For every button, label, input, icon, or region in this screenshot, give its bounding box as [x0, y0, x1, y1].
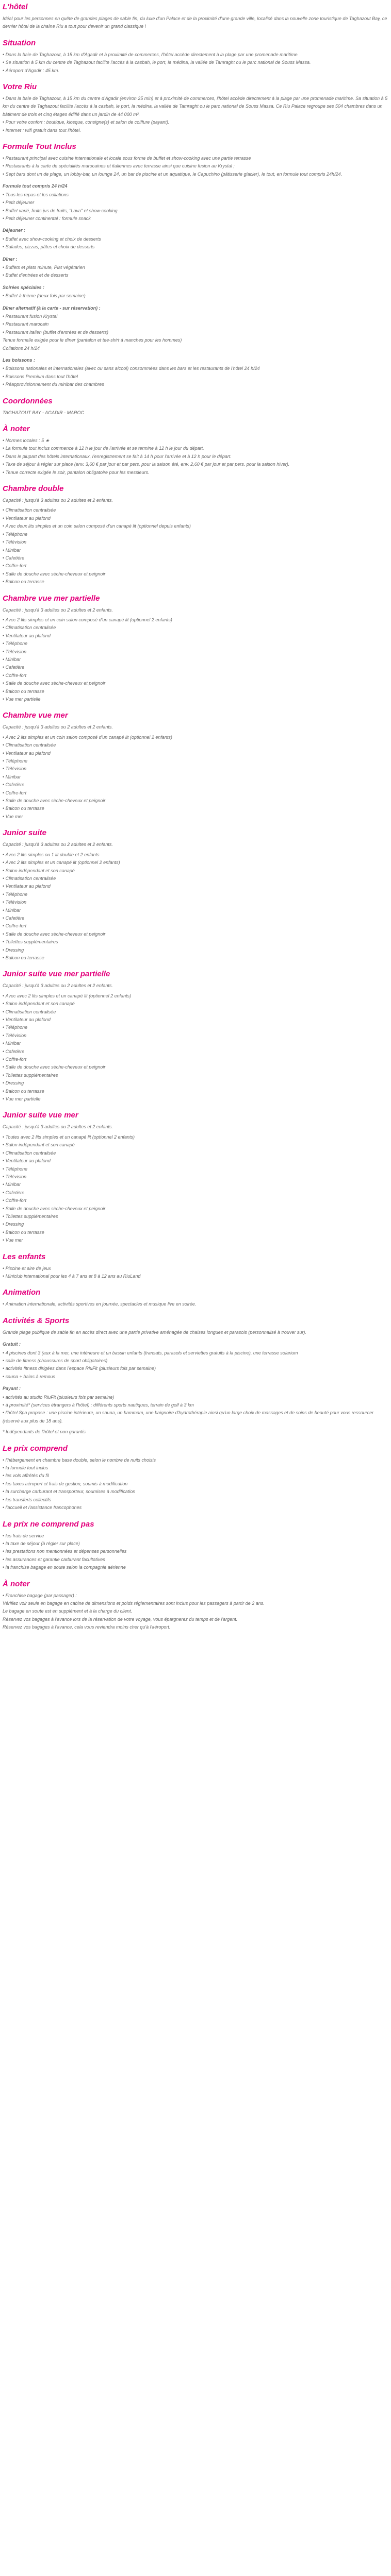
list-item: • Téléphone	[3, 640, 388, 648]
list-item: • Toilettes supplémentaires	[3, 1213, 388, 1221]
list-item: • Salle de douche avec sèche-cheveux et peignoir	[3, 1063, 388, 1071]
list-item: • Vue mer	[3, 813, 388, 821]
formule-group-label: Soirées spéciales :	[3, 284, 45, 290]
formule-group-list	[3, 292, 388, 300]
list-item: • Buffet à thème (deux fois par semaine)	[3, 292, 388, 300]
list-item: • Télévision	[3, 1173, 388, 1181]
list-item: • Buffet varié, fruits jus de fruits, "Lava" et show-cooking	[3, 207, 388, 215]
list-item: • Piscine et aire de jeux	[3, 1265, 388, 1273]
list-item: • les vols affrétés du fil	[3, 1472, 388, 1480]
list-item: • à proximité* (services étrangers à l'hôtel) : différents sports nautiques, terrain de golf à 3 km	[3, 1401, 388, 1409]
room-title: Junior suite vue mer partielle	[3, 970, 110, 979]
list-item: • Salon indépendant et son canapé	[3, 867, 388, 875]
list-item: • la formule tout inclus	[3, 1464, 388, 1472]
section-prix-ne-comprend	[3, 1519, 388, 1572]
section-room	[3, 1110, 388, 1244]
list-item: • Balcon ou terrasse	[3, 1088, 388, 1095]
list-item: • Buffet avec show-cooking et choix de desserts	[3, 235, 388, 243]
list-item: • Balcon ou terrasse	[3, 688, 388, 696]
list-item: • Minibar	[3, 1040, 388, 1047]
formule-group-list	[3, 313, 388, 336]
formule-group-list	[3, 264, 388, 280]
list-item: • Restaurants à la carte de spécialités marocaines et italiennes avec terrasse ainsi que cuisine fusion au Krystal ;	[3, 162, 388, 170]
a-noter-2-line: Le bagage en soute est en supplément et à la charge du client.	[3, 1608, 133, 1614]
section-room	[3, 828, 388, 962]
list-item: • Toutes avec 2 lits simples et un canapé lit (optionnel 2 enfants)	[3, 1133, 388, 1141]
room-capacity: Capacité : jusqu'à 3 adultes ou 2 adultes et 2 enfants.	[3, 842, 113, 848]
list-item: • Minibar	[3, 1181, 388, 1189]
room-amenities-list	[3, 616, 388, 703]
list-item: • Climatisation centralisée	[3, 624, 388, 632]
formule-group-list	[3, 235, 388, 251]
list-item: • Buffets et plats minute, Plat végétarien	[3, 264, 388, 272]
room-amenities-list	[3, 506, 388, 586]
a-noter-2-line: Réservez vos bagages à l'avance lors de la réservation de votre voyage, vous épargnerez du temps et de l'argent.	[3, 1616, 238, 1622]
list-item: • les prestations non mentionnées et dépenses personnelles	[3, 1548, 388, 1555]
formule-group-label: Les boissons :	[3, 358, 36, 363]
list-item: • Salades, pizzas, pâtes et choix de desserts	[3, 243, 388, 251]
situation-list	[3, 51, 388, 75]
enfants-list	[3, 1265, 388, 1281]
list-item: • Salon indépendant et son canapé	[3, 1000, 388, 1008]
list-item: • Coffre-fort	[3, 1197, 388, 1205]
list-item: • La formule tout inclus commence à 12 h le jour de l'arrivée et se termine à 12 h le jour du départ.	[3, 445, 388, 452]
section-a-noter-2	[3, 1579, 388, 1632]
list-item: • Balcon ou terrasse	[3, 578, 388, 586]
list-item: • Normes locales : 5 ★	[3, 437, 388, 445]
activites-intro: Grande plage publique de sable fin en accès direct avec une partie privative aménagée de chaises longues et parasols (personnalisé à trouver sur).	[3, 1329, 306, 1335]
list-item: • Climatisation centralisée	[3, 875, 388, 883]
list-item: • Dressing	[3, 946, 388, 954]
list-item: • Avec 2 lits simples et un coin salon composé d'un canapé lit (optionnel 2 enfants)	[3, 616, 388, 624]
room-title: Chambre vue mer	[3, 711, 68, 720]
room-amenities-list	[3, 1133, 388, 1245]
list-item: • les transferts collectifs	[3, 1496, 388, 1504]
list-item: • Vue mer	[3, 1236, 388, 1244]
formule-group-list	[3, 365, 388, 388]
section-room	[3, 710, 388, 821]
section-title-votre-riu: Votre Riu	[3, 82, 37, 92]
list-item: • Buffet d'entrées et de desserts	[3, 272, 388, 279]
list-item: • Ventilateur au plafond	[3, 632, 388, 640]
list-item: • Petit déjeuner	[3, 199, 388, 207]
list-item: • Cafetière	[3, 664, 388, 671]
list-item: • Minibar	[3, 656, 388, 664]
list-item: • Tenue correcte exigée le soir, pantalon obligatoire pour les messieurs.	[3, 469, 388, 477]
list-item: • Salle de douche avec sèche-cheveux et peignoir	[3, 680, 388, 687]
list-item: • Ventilateur au plafond	[3, 1157, 388, 1165]
activites-footnote: * Indépendants de l'hôtel et non garantis	[3, 1429, 86, 1435]
list-item: • Aéroport d'Agadir : 45 km.	[3, 67, 388, 75]
list-item: • Salon indépendant et son canapé	[3, 1141, 388, 1149]
room-amenities-list	[3, 851, 388, 962]
list-item: • Internet : wifi gratuit dans tout l'hôtel.	[3, 127, 388, 134]
animation-list	[3, 1300, 388, 1308]
formule-group-list	[3, 191, 388, 223]
section-title-enfants: Les enfants	[3, 1252, 46, 1261]
formule-note: Tenue formelle exigée pour le dîner (pantalon et tee-shirt à manches pour les hommes)	[3, 337, 182, 343]
list-item: • Cafetière	[3, 914, 388, 922]
list-item: • Salle de douche avec sèche-cheveux et peignoir	[3, 1205, 388, 1213]
list-item: • la surcharge carburant et transporteur, soumises à modification	[3, 1488, 388, 1496]
section-title-coordonnees: Coordonnées	[3, 396, 53, 405]
section-hotel	[3, 2, 388, 31]
list-item: • Balcon ou terrasse	[3, 1229, 388, 1236]
list-item: • Avec 2 lits simples et un canapé lit (optionnel 2 enfants)	[3, 859, 388, 867]
list-item: • Dressing	[3, 1221, 388, 1228]
list-item: • Coffre-fort	[3, 922, 388, 930]
list-item: • Restaurant marocain	[3, 320, 388, 328]
list-item: • Salle de douche avec sèche-cheveux et peignoir	[3, 570, 388, 578]
room-capacity: Capacité : jusqu'à 3 adultes ou 2 adultes et 2 enfants.	[3, 607, 113, 613]
section-enfants	[3, 1252, 388, 1281]
section-room	[3, 484, 388, 586]
section-activites	[3, 1316, 388, 1436]
list-item: • Balcon ou terrasse	[3, 954, 388, 962]
list-item: • Restaurant principal avec cuisine internationale et locale sous forme de buffet et show-cooking avec une partie terrasse	[3, 155, 388, 162]
formule-group-label: Dîner alternatif (à la carte - sur réservation) :	[3, 305, 101, 311]
list-item: • Ventilateur au plafond	[3, 1016, 388, 1024]
list-item: • Avec avec 2 lits simples et un canapé lit (optionnel 2 enfants)	[3, 992, 388, 1000]
list-item: • Se situation à 5 km du centre de Taghazout facilite l'accès à la casbah, le port, la médina, la vallée de Tamraght ou le parc national de Souss Massa.	[3, 59, 388, 66]
list-item: • Climatisation centralisée	[3, 506, 388, 514]
list-item: • Dans la baie de Taghazout, à 15 km d'Agadir et à proximité de commerces, l'hôtel accède directement à la plage par une promenade maritime.	[3, 51, 388, 59]
section-room	[3, 969, 388, 1103]
a-noter-list	[3, 437, 388, 477]
list-item: • activités au studio RiuFit (plusieurs fois par semaine)	[3, 1394, 388, 1401]
room-capacity: Capacité : jusqu'à 3 adultes ou 2 adultes et 2 enfants.	[3, 724, 113, 730]
section-formule	[3, 142, 388, 389]
list-item: • Boissons nationales et internationales (avec ou sans alcool) consommées dans les bars et les restaurants de l'hôtel 24 h/24	[3, 365, 388, 372]
room-title: Junior suite	[3, 828, 47, 838]
list-item: • Minibar	[3, 773, 388, 781]
room-capacity: Capacité : jusqu'à 3 adultes ou 2 adultes et 2 enfants.	[3, 498, 113, 503]
list-item: • Réapprovisionnement du minibar des chambres	[3, 381, 388, 388]
formule-note: Collations 24 h/24	[3, 345, 40, 351]
list-item: • Avec deux lits simples et un coin salon composé d'un canapé lit (optionnel depuis enfants)	[3, 522, 388, 530]
list-item: • Restaurant italien (buffet d'entrées et de desserts)	[3, 329, 388, 336]
list-item: • Dans le plupart des hôtels internationaux, l'enregistrement se fait à 14 h pour l'arrivée et à 12 h pour le départ.	[3, 453, 388, 461]
formule-intro-list	[3, 155, 388, 178]
a-noter-2-line: Réservez vos bagages à l'avance, cela vous reviendra moins cher qu'à l'aéroport.	[3, 1624, 171, 1630]
list-item: • 4 piscines dont 3 (aux à la mer, une intérieure et un bassin enfants (transats, parasols et serviettes gratuits à la piscine), une terrasse solarium	[3, 1349, 388, 1357]
list-item: • Franchise bagage (par passager) :	[3, 1592, 388, 1600]
list-item: • Vue mer partielle	[3, 696, 388, 703]
list-item: • Minibar	[3, 547, 388, 554]
list-item: • Miniclub international pour les 4 à 7 ans et 8 à 12 ans au RiuLand	[3, 1273, 388, 1280]
list-item: • Cafetière	[3, 781, 388, 789]
hotel-address: TAGHAZOUT BAY - AGADIR - MAROC	[3, 410, 85, 415]
list-item: • activités fitness dirigées dans l'espace RiuFit (plusieurs fois par semaine)	[3, 1365, 388, 1372]
rooms-container	[3, 484, 388, 1245]
section-title-a-noter: À noter	[3, 425, 30, 434]
list-item: • Climatisation centralisée	[3, 741, 388, 749]
section-title-activites: Activités & Sports	[3, 1316, 70, 1325]
list-item: • Animation internationale, activités sportives en journée, spectacles et musique live en soirée.	[3, 1300, 388, 1308]
list-item: • la franchise bagage en soute selon la compagnie aérienne	[3, 1564, 388, 1571]
room-title: Chambre vue mer partielle	[3, 594, 100, 603]
list-item: • salle de fitness (chaussures de sport obligatoires)	[3, 1357, 388, 1365]
list-item: • Coffre-fort	[3, 789, 388, 797]
list-item: • la taxe de séjour (à régler sur place)	[3, 1540, 388, 1548]
list-item: • Cafetière	[3, 1189, 388, 1197]
list-item: • Dans la baie de Taghazout, à 15 km du centre d'Agadir (environ 25 min) et à proximité de commerces, l'hôtel accède directement à la plage par une promenade maritime. Sa situation à 5 km du centre de Taghazout facilite l'accès à la casbah, le port, la médina, la vallée de Tamraght ou le parc national de Souss Massa. Ce Riu Palace regroupe ses 504 chambres dans un bâtiment de trois et cinq étages édifié dans un jardin de 44 000 m².	[3, 95, 388, 118]
list-item: • Taxe de séjour à régler sur place (env. 3,60 € par jour et par pers. pour la saison été, env. 2,60 € par jour et par pers. pour la saison hiver).	[3, 461, 388, 468]
list-item: • les taxes aéroport et frais de gestion, soumis à modification	[3, 1480, 388, 1488]
activites-paid-list	[3, 1394, 388, 1426]
section-title-situation: Situation	[3, 38, 36, 47]
activites-free-label: Gratuit :	[3, 1342, 21, 1347]
formule-group-label: Formule tout compris 24 h/24	[3, 183, 68, 189]
list-item: • Tous les repas et les collations	[3, 191, 388, 199]
room-title: Chambre double	[3, 484, 64, 494]
formule-group-label: Dîner :	[3, 256, 18, 262]
activites-paid-label: Payant :	[3, 1386, 21, 1392]
list-item: • Télévision	[3, 899, 388, 906]
list-item: • les frais de service	[3, 1532, 388, 1540]
section-room	[3, 594, 388, 704]
votre-riu-list	[3, 95, 388, 134]
list-item: • Pour votre confort : boutique, kiosque, consigne(s) et salon de coiffure (payant).	[3, 118, 388, 126]
list-item: • Cafetière	[3, 554, 388, 562]
list-item: • Boissons Premium dans tout l'hôtel	[3, 373, 388, 381]
list-item: • Coffre-fort	[3, 672, 388, 680]
section-votre-riu	[3, 82, 388, 134]
list-item: • Ventilateur au plafond	[3, 750, 388, 757]
list-item: • Salle de douche avec sèche-cheveux et peignoir	[3, 930, 388, 938]
list-item: • Toilettes supplémentaires	[3, 1072, 388, 1079]
list-item: • Vue mer partielle	[3, 1095, 388, 1103]
hotel-intro: Idéal pour les personnes en quête de grandes plages de sable fin, du luxe d'un Palace et de la proximité d'une grande ville, localisé dans la nouvelle zone touristique de Taghazout Bay, ce dernier hôtel de la chaîne Riu a tout pour devenir un grand classique !	[3, 16, 387, 29]
section-coordonnees	[3, 396, 388, 417]
room-amenities-list	[3, 734, 388, 821]
list-item: • Téléphone	[3, 1165, 388, 1173]
room-amenities-list	[3, 992, 388, 1104]
section-title-a-noter-2: À noter	[3, 1579, 30, 1588]
list-item: • Téléphone	[3, 891, 388, 899]
list-item: • Téléphone	[3, 531, 388, 538]
list-item: • Petit déjeuner continental : formule snack	[3, 215, 388, 223]
list-item: • Cafetière	[3, 1048, 388, 1056]
section-title-hotel: L'hôtel	[3, 3, 28, 11]
section-title-prix-ne-comprend: Le prix ne comprend pas	[3, 1519, 94, 1529]
activites-free-list	[3, 1349, 388, 1381]
list-item: • Ventilateur au plafond	[3, 515, 388, 522]
a-noter-2-list	[3, 1592, 388, 1600]
list-item: • Balcon ou terrasse	[3, 805, 388, 812]
list-item: • Téléphone	[3, 757, 388, 765]
list-item: • Télévision	[3, 1032, 388, 1040]
list-item: • les assurances et garantie carburant facultatives	[3, 1556, 388, 1564]
list-item: • Toilettes supplémentaires	[3, 938, 388, 946]
section-animation	[3, 1287, 388, 1308]
list-item: • Climatisation centralisée	[3, 1008, 388, 1016]
list-item: • Minibar	[3, 907, 388, 914]
list-item: • sauna + bains à remous	[3, 1373, 388, 1381]
prix-comprend-list	[3, 1456, 388, 1512]
list-item: • Téléphone	[3, 1024, 388, 1031]
room-title: Junior suite vue mer	[3, 1111, 78, 1120]
list-item: • Climatisation centralisée	[3, 1149, 388, 1157]
section-title-animation: Animation	[3, 1288, 41, 1297]
formule-groups	[3, 182, 388, 388]
section-a-noter-1	[3, 424, 388, 477]
list-item: • Sept bars dont un de plage, un lobby-bar, un lounge 24, un bar de piscine et un aquatique, le Capuchino (pâtisserie glacier), le tout, en formule tout compris 24h/24.	[3, 171, 388, 178]
section-situation	[3, 38, 388, 75]
list-item: • Coffre-fort	[3, 1056, 388, 1063]
list-item: • l'accueil et l'assistance francophones	[3, 1504, 388, 1512]
list-item: • l'hébergement en chambre base double, selon le nombre de nuits choisis	[3, 1456, 388, 1464]
room-capacity: Capacité : jusqu'à 3 adultes ou 2 adultes et 2 enfants.	[3, 1124, 113, 1130]
list-item: • Coffre-fort	[3, 562, 388, 570]
list-item: • Avec 2 lits simples ou 1 lit double et 2 enfants	[3, 851, 388, 859]
list-item: • Salle de douche avec sèche-cheveux et peignoir	[3, 797, 388, 805]
section-title-prix-comprend: Le prix comprend	[3, 1444, 68, 1453]
list-item: • Télévision	[3, 538, 388, 546]
list-item: • Télévision	[3, 765, 388, 773]
section-title-formule: Formule Tout Inclus	[3, 142, 76, 151]
section-prix-comprend	[3, 1444, 388, 1512]
formule-group-label: Déjeuner :	[3, 228, 26, 233]
list-item: • l'hôtel Spa propose : une piscine intérieure, un sauna, un hammam, une baignoire d'hydrothérapie ainsi qu'un large choix de massages et de soins de beauté pour vous ressourcer (réservé aux plus de 18 ans).	[3, 1409, 388, 1425]
page	[0, 2, 391, 1632]
room-capacity: Capacité : jusqu'à 3 adultes ou 2 adultes et 2 enfants.	[3, 983, 113, 989]
list-item: • Dressing	[3, 1079, 388, 1087]
prix-ne-comprend-list	[3, 1532, 388, 1572]
list-item: • Avec 2 lits simples et un coin salon composé d'un canapé lit (optionnel 2 enfants)	[3, 734, 388, 741]
list-item: • Télévision	[3, 648, 388, 656]
list-item: • Restaurant fusion Krystal	[3, 313, 388, 320]
a-noter-2-line: Vérifiez voir seule en bagage en cabine de dimensions et poids réglementaires sont inclus pour les passagers à partir de 2 ans.	[3, 1600, 265, 1606]
list-item: • Ventilateur au plafond	[3, 883, 388, 890]
